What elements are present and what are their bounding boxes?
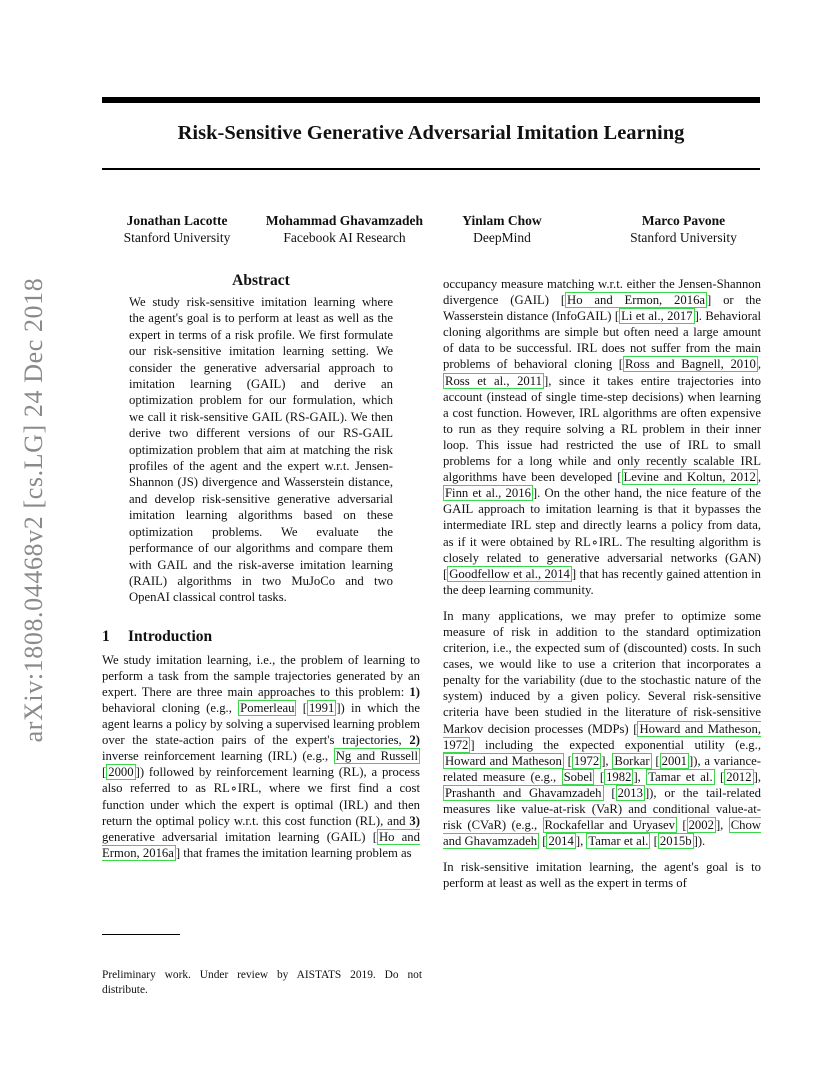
citation-link[interactable]: 2001: [661, 753, 687, 768]
author-affiliation: Stanford University: [630, 230, 737, 245]
section-heading-introduction: [102, 628, 420, 646]
author-name: Yinlam Chow: [462, 213, 542, 228]
paper-title: Risk-Sensitive Generative Adversarial Imitation Learning: [177, 122, 685, 144]
section-title: Introduction: [128, 627, 213, 645]
arxiv-watermark: [14, 250, 54, 770]
citation-link[interactable]: 1972: [573, 753, 600, 768]
citation-link[interactable]: Goodfellow et al., 2014: [449, 566, 570, 581]
citation-link[interactable]: 2002: [688, 818, 714, 833]
citation-link[interactable]: Li et al., 2017: [621, 309, 693, 324]
arxiv-identifier[interactable]: arXiv:1808.04468v2 [cs.LG] 24 Dec 2018: [19, 277, 48, 743]
author-affiliation: DeepMind: [473, 230, 531, 245]
author-block: [102, 212, 760, 252]
author: [252, 212, 437, 246]
author: [437, 212, 567, 246]
section-number: 1: [102, 627, 110, 645]
citation-link[interactable]: Ross and Bagnell, 2010: [625, 357, 756, 372]
author-name: Jonathan Lacotte: [126, 213, 228, 228]
citation-link[interactable]: 1982: [606, 769, 632, 784]
author-affiliation: Stanford University: [123, 230, 231, 245]
citation-link[interactable]: Ng and Russell: [335, 749, 418, 764]
citation-link[interactable]: 2013: [617, 785, 643, 800]
author-name: Marco Pavone: [641, 213, 726, 228]
citation-link[interactable]: 2012: [726, 769, 752, 784]
citation-link[interactable]: Ho and Ermon, 2016a: [102, 829, 420, 860]
footnote-rule: [102, 934, 180, 935]
citation-link[interactable]: Pomerleau: [240, 701, 295, 715]
author: [607, 212, 760, 246]
citation-link[interactable]: Prashanth and Ghavamzadeh: [445, 785, 602, 800]
left-column: [102, 272, 420, 871]
citation-link[interactable]: Tamar et al.: [648, 769, 713, 784]
citation-link[interactable]: 1991: [308, 701, 335, 715]
author: [102, 212, 252, 246]
citation-link[interactable]: Tamar et al.: [588, 834, 649, 849]
intro-paragraph-2: occupancy measure matching w.r.t. either the Jensen-Shannon divergence (GAIL) [ Ho and Ermon, 2016a ] or the Wasserstein distance (InfoGAIL) [ Li et al., 2017 ]. Behavioral cloning algorithms are simple but often need a large amount of data to be successful. IRL does not suffer from the main problems of behavioral cloning [ Ross and Bagnell, 2010 , Ross et al., 2011 ], since it takes entire trajectories into account (instead of single time-step decisions) when learning a cost function. However, IRL algorithms are often expensive to run as they require solving a RL problem in their inner loop. This issue had restricted the use of IRL to small problems for a long while and only recently scalable IRL algorithms have been developed [ Levine and Koltun, 2012 , Finn et al., 2016 ]. On the other hand, the nice feature of the GAIL approach to imitation learning is that it bypasses the intermediate IRL step and directly learns a policy from data, as if it were obtained by RL∘IRL. The resulting algorithm is closely related to generative adversarial networks (GAN) [ Goodfellow et al., 2014 ] that has recently gained attention in the deep learning community.: [443, 277, 762, 597]
citation-link[interactable]: Rockafellar and Uryasev: [544, 818, 675, 833]
citation-link[interactable]: 2000: [108, 765, 134, 780]
footnote: Preliminary work. Under review by AISTATS 2019. Do not distribute.: [102, 969, 422, 996]
citation-link[interactable]: 2014: [548, 834, 574, 849]
citation-link[interactable]: Sobel: [563, 769, 593, 784]
abstract-heading: Abstract: [232, 272, 290, 289]
intro-paragraph-3: In many applications, we may prefer to optimize some measure of risk in addition to the standard optimization criterion, i.e., the expected sum of (discounted) costs. In such cases, we would like to use a criterion that incorporates a penalty for the variability (due to the stochastic nature of the system) induced by a given policy. Several risk-sensitive criteria have been studied in the literature of risk-sensitive Markov decision processes (MDPs) [ Howard and Matheson, 1972 ] including the expected exponential utility (e.g., Howard and Matheson [ 1972 ], Borkar [ 2001 ]), a variance-related measure (e.g., Sobel [ 1982 ], Tamar et al. [ 2012 ], Prashanth and Ghavamzadeh [ 2013 ]), or the tail-related measures like value-at-risk (VaR) and conditional value-at-risk (CVaR) (e.g., Rockafellar and Uryasev [ 2002 ], Chow and Ghavamzadeh [ 2014 ], Tamar et al. [ 2015b ]).: [443, 608, 762, 849]
author-name: Mohammad Ghavamzadeh: [265, 213, 424, 228]
citation-link[interactable]: Ross et al., 2011: [445, 373, 542, 388]
citation-link[interactable]: Howard and Matheson, 1972: [443, 721, 761, 752]
author-affiliation: Facebook AI Research: [283, 230, 406, 245]
citation-link[interactable]: Borkar: [614, 753, 650, 768]
citation-link[interactable]: Ho and Ermon, 2016a: [567, 293, 706, 308]
citation-link[interactable]: 2015b: [659, 834, 692, 849]
citation-link[interactable]: Howard and Matheson: [445, 753, 562, 768]
title-rule-top: [102, 97, 760, 103]
intro-paragraph-4: In risk-sensitive imitation learning, the agent's goal is to perform at least as well as the expert in terms of: [443, 860, 761, 891]
right-column: [443, 276, 761, 901]
citation-link[interactable]: Levine and Koltun, 2012: [623, 470, 756, 485]
intro-paragraph-1: We study imitation learning, i.e., the problem of learning to perform a task from the sample trajectories generated by an expert. There are three main approaches to this problem: 1) behavioral cloning (e.g., Pomerleau [ 1991 ]) in which the agent learns a policy by solving a supervised learning problem over the state-action pairs of the expert's trajectories, 2) inverse reinforcement learning (IRL) (e.g., Ng and Russell [ 2000 ]) followed by reinforcement learning (RL), a process also referred to as RL∘IRL, where we first find a cost function under which the expert is optimal (IRL) and then return the optimal policy w.r.t. this cost function (RL), and 3) generative adversarial imitation learning (GAIL) [ Ho and Ermon, 2016a ] that frames the imitation learning problem as: [102, 652, 420, 860]
citation-link[interactable]: Chow and Ghavamzadeh: [443, 818, 761, 849]
abstract-text: We study risk-sensitive imitation learning where the agent's goal is to perform at least as well as the expert in terms of a risk profile. We first formulate our risk-sensitive imitation learning setting. We consider the generative adversarial approach to imitation learning (GAIL) and derive an optimization problem for our formulation, which we call it risk-sensitive GAIL (RS-GAIL). We then derive two different versions of our RS-GAIL optimization problem that aim at matching the risk profiles of the agent and the expert w.r.t. Jensen-Shannon (JS) divergence and Wasserstein distance, and develop risk-sensitive generative adversarial imitation learning algorithms based on these optimization problems. We evaluate the performance of our algorithms and compare them with GAIL and the risk-averse imitation learning (RAIL) algorithms in two MuJoCo and two OpenAI classical control tasks.: [129, 295, 393, 605]
citation-link[interactable]: Finn et al., 2016: [445, 486, 531, 501]
title-rule-bottom: [102, 168, 760, 170]
